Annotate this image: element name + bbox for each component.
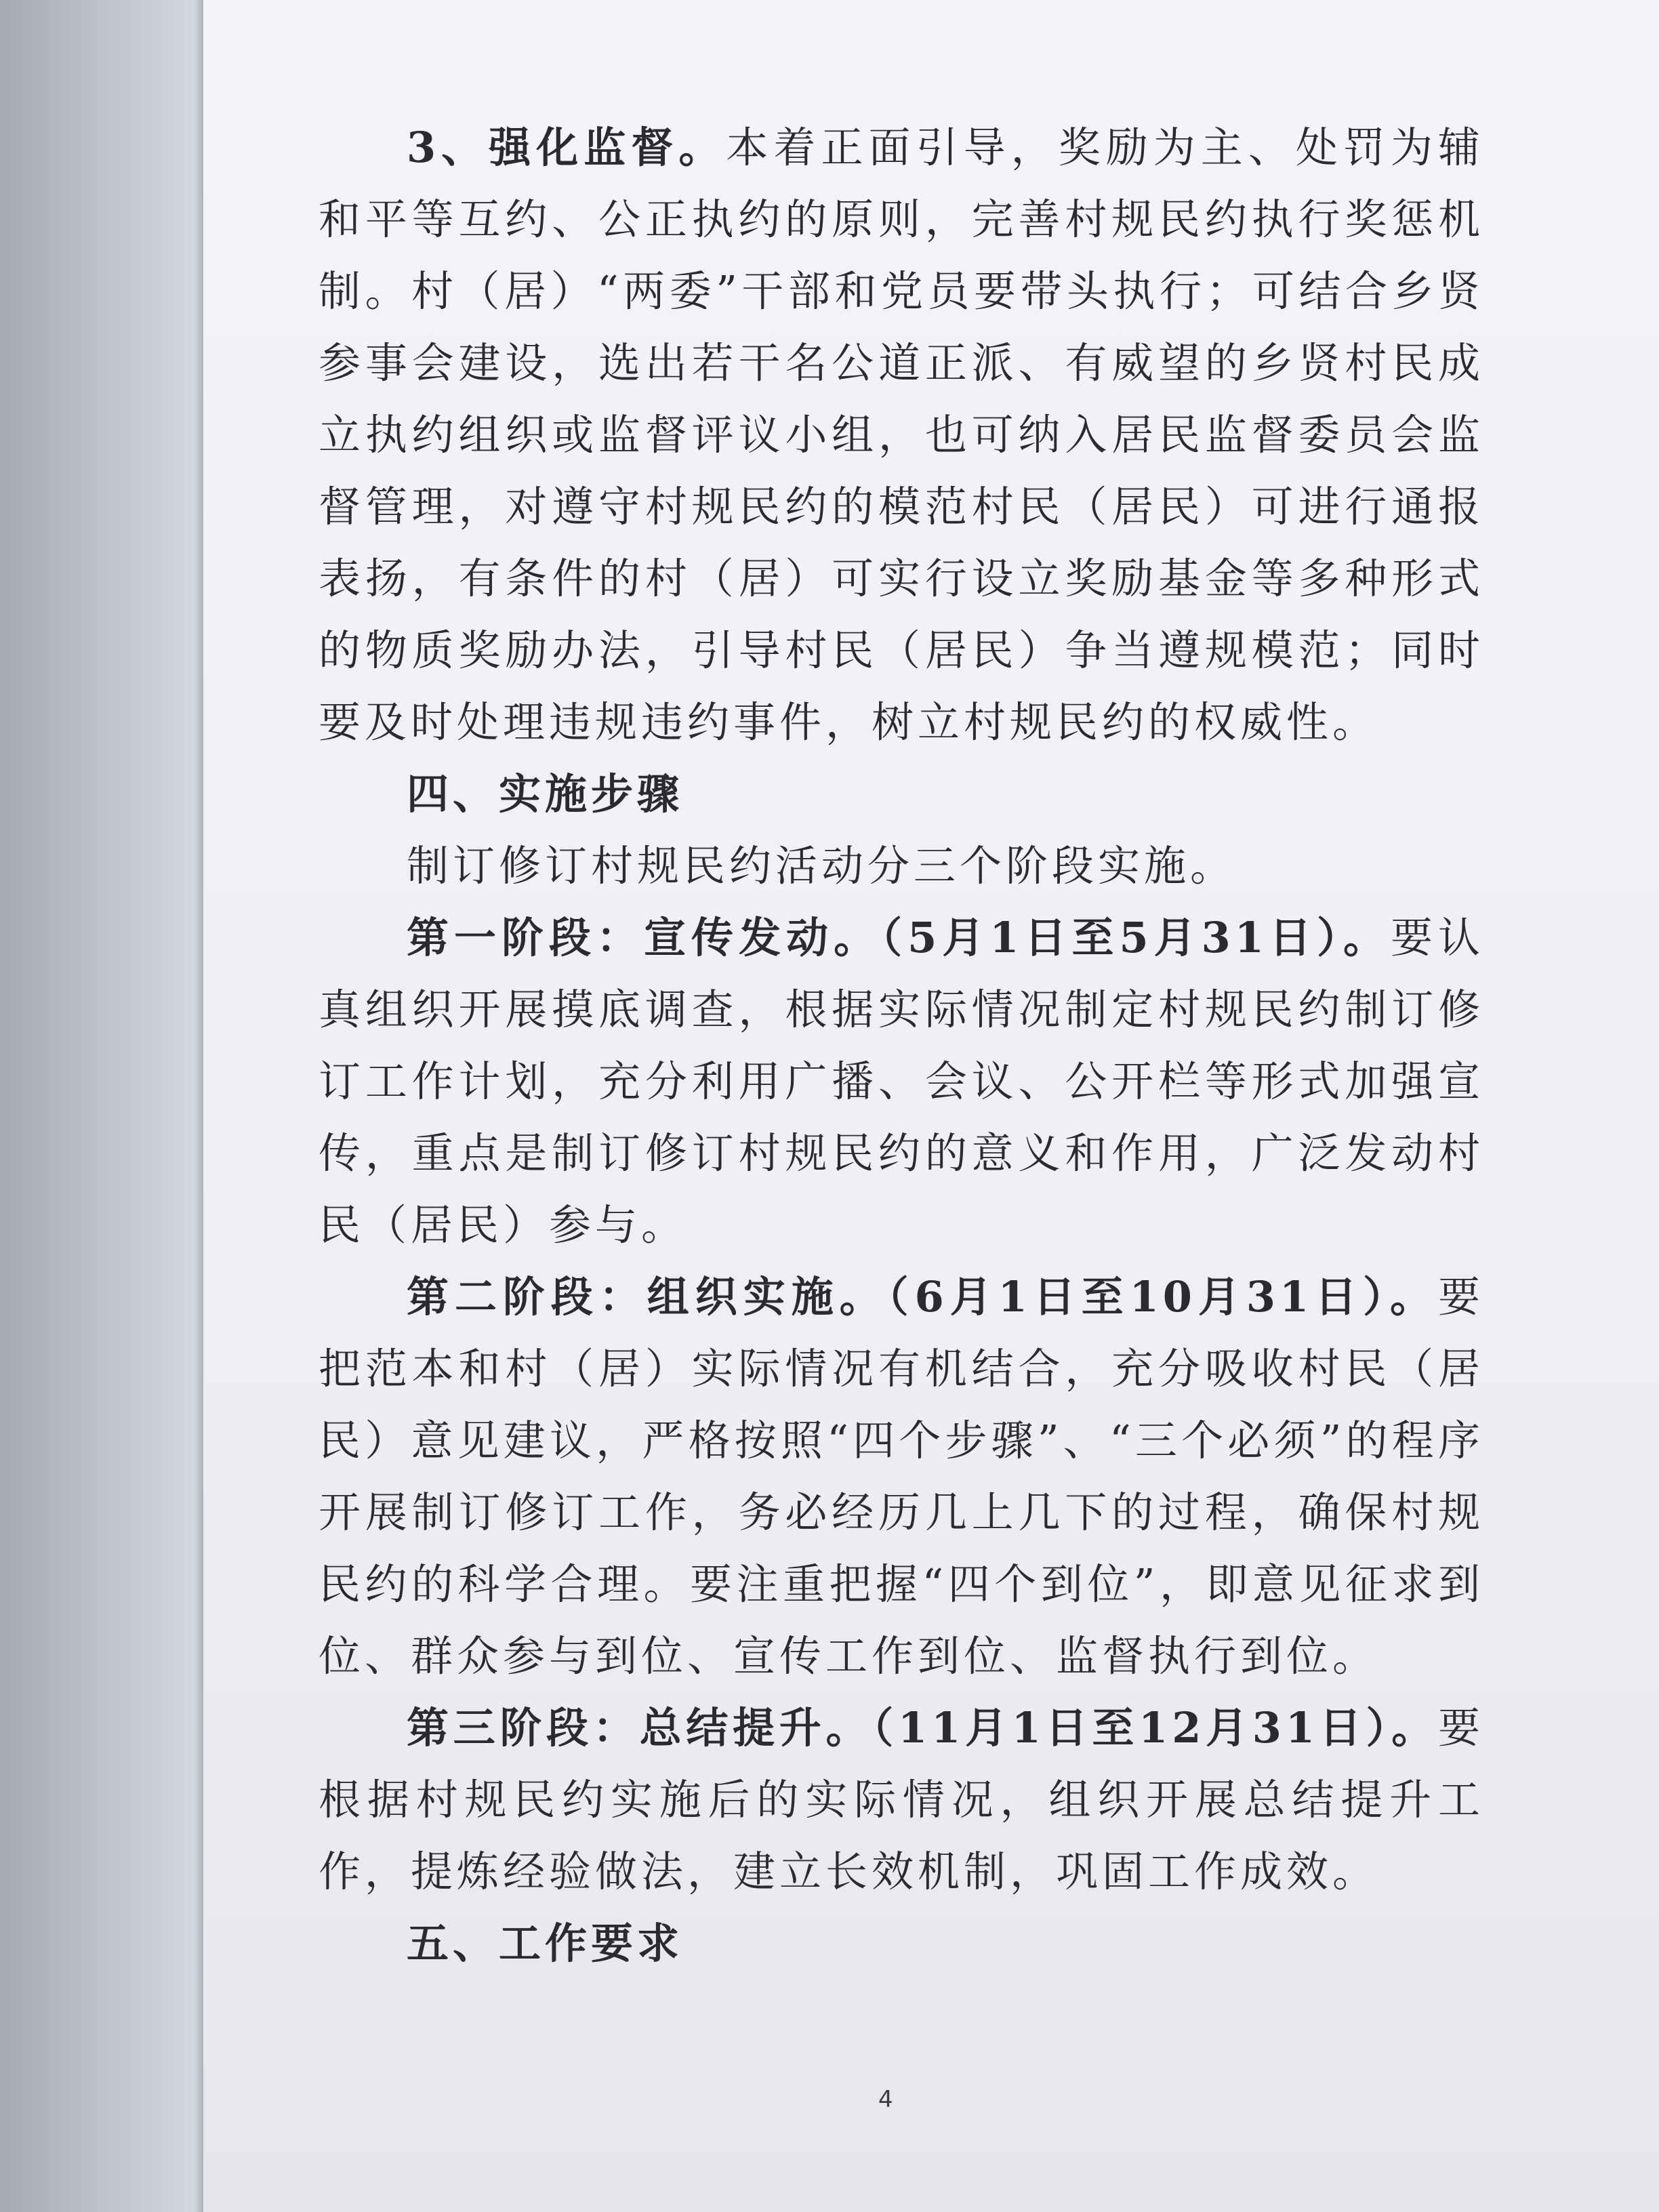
paragraph-lead: 第一阶段：宣传发动。（5月1日至5月31日）。 <box>407 913 1391 962</box>
document-body <box>319 112 1484 1980</box>
paragraph-body: 本着正面引导，奖励为主、处罚为辅和平等互约、公正执约的原则，完善村规民约执行奖惩机制。村（居）“两委”干部和党员要带头执行；可结合乡贤参事会建设，选出若干名公道正派、有威望的乡贤村民成立执约组织或监督评议小组，也可纳入居民监督委员会监督管理，对遵守村规民约的模范村民（居民）可进行通报表扬，有条件的村（居）可实行设立奖励基金等多种形式的物质奖励办法，引导村民（居民）争当遵规模范；同时要及时处理违规违约事件，树立村规民约的权威性。 <box>319 123 1484 747</box>
paragraph-three-stages <box>319 830 1484 902</box>
section-heading-work-requirements: 五、工作要求 <box>407 1919 684 1968</box>
section-heading-implementation-steps: 四、实施步骤 <box>407 769 684 819</box>
paragraph-body: 要认真组织开展摸底调查，根据实际情况制定村规民约制订修订工作计划，充分利用广播、会议、公开栏等形式加强宣传，重点是制订修订村规民约的意义和作用，广泛发动村民（居民）参与。 <box>319 913 1484 1250</box>
paragraph-stage-two <box>319 1261 1484 1692</box>
paragraph-body: 制订修订村规民约活动分三个阶段实施。 <box>407 841 1237 890</box>
paragraph-lead: 3、强化监督。 <box>407 123 726 172</box>
paragraph-lead: 第三阶段：总结提升。（11月1日至12月31日）。 <box>407 1703 1438 1753</box>
paragraph-stage-three <box>319 1692 1484 1908</box>
adjacent-page-edge <box>0 0 203 2212</box>
paragraph-lead: 第二阶段：组织实施。（6月1日至10月31日）。 <box>407 1272 1438 1322</box>
page-number: 4 <box>878 2086 893 2113</box>
paragraph-stage-one <box>319 902 1484 1261</box>
paragraph-body: 要根据村规民约实施后的实际情况，组织开展总结提升工作，提炼经验做法，建立长效机制，巩固工作成效。 <box>319 1703 1484 1896</box>
paragraph-supervision <box>319 112 1484 758</box>
paragraph-body: 要把范本和村（居）实际情况有机结合，充分吸收村民（居民）意见建议，严格按照“四个步骤”、“三个必须”的程序开展制订修订工作，务必经历几上几下的过程，确保村规民约的科学合理。要注重把握“四个到位”，即意见征求到位、群众参与到位、宣传工作到位、监督执行到位。 <box>319 1272 1484 1681</box>
